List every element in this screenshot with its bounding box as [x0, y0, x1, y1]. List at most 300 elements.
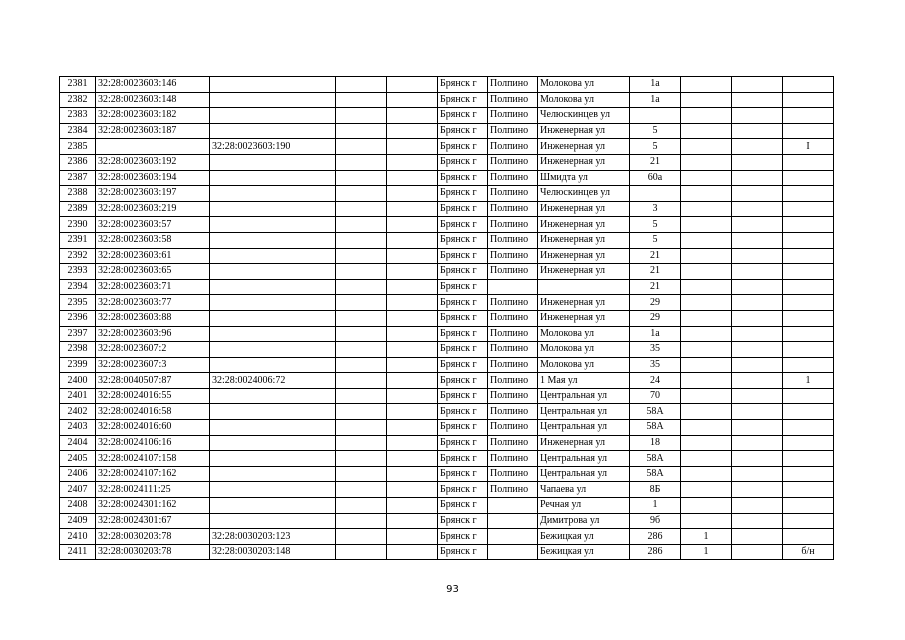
cell-n10	[732, 326, 783, 342]
cell-e4	[336, 326, 387, 342]
cell-cad1: 32:28:0040507:87	[96, 373, 210, 389]
cell-e5	[387, 248, 438, 264]
cell-city: Брянск г	[438, 123, 488, 139]
cell-city: Брянск г	[438, 279, 488, 295]
cell-city: Брянск г	[438, 482, 488, 498]
cell-e5	[387, 201, 438, 217]
cell-cad1: 32:28:0024016:58	[96, 404, 210, 420]
cell-num: 2400	[60, 373, 96, 389]
cell-city: Брянск г	[438, 217, 488, 233]
table-row	[60, 186, 834, 202]
cell-cad2	[210, 264, 336, 280]
cell-e4	[336, 357, 387, 373]
cell-cad1: 32:28:0024111:25	[96, 482, 210, 498]
cell-house	[630, 186, 681, 202]
cell-e5	[387, 264, 438, 280]
cell-num: 2395	[60, 295, 96, 311]
cell-house: 5	[630, 139, 681, 155]
cell-n10	[732, 108, 783, 124]
cell-street	[538, 279, 630, 295]
cell-n10	[732, 154, 783, 170]
cell-e5	[387, 295, 438, 311]
cell-n9: 1	[681, 544, 732, 560]
cell-n11	[783, 404, 834, 420]
cell-locality: Полпино	[488, 482, 538, 498]
cell-n11	[783, 232, 834, 248]
cell-locality: Полпино	[488, 217, 538, 233]
cell-n11	[783, 264, 834, 280]
cell-n11	[783, 498, 834, 514]
cell-house: 58А	[630, 451, 681, 467]
table-row	[60, 92, 834, 108]
cell-city: Брянск г	[438, 77, 488, 93]
cell-num: 2382	[60, 92, 96, 108]
cell-street: 1 Мая ул	[538, 373, 630, 389]
cell-locality: Полпино	[488, 108, 538, 124]
table-row	[60, 154, 834, 170]
cell-city: Брянск г	[438, 544, 488, 560]
cell-n11	[783, 248, 834, 264]
cell-n11	[783, 529, 834, 545]
cell-locality: Полпино	[488, 232, 538, 248]
cell-n11	[783, 295, 834, 311]
cell-cad2	[210, 326, 336, 342]
cell-n11: 1	[783, 373, 834, 389]
cell-n9	[681, 451, 732, 467]
cell-cad1: 32:28:0023603:148	[96, 92, 210, 108]
cell-street: Инженерная ул	[538, 295, 630, 311]
cell-e5	[387, 326, 438, 342]
cell-e4	[336, 108, 387, 124]
cell-n9	[681, 123, 732, 139]
cell-cad1: 32:28:0024106:16	[96, 435, 210, 451]
cell-n10	[732, 482, 783, 498]
cell-n11	[783, 435, 834, 451]
cell-locality: Полпино	[488, 420, 538, 436]
cell-num: 2388	[60, 186, 96, 202]
cell-n9	[681, 342, 732, 358]
cell-city: Брянск г	[438, 357, 488, 373]
cell-house: 35	[630, 357, 681, 373]
table-row	[60, 77, 834, 93]
cell-num: 2397	[60, 326, 96, 342]
registry-table	[59, 76, 834, 560]
cell-city: Брянск г	[438, 154, 488, 170]
cell-n11: б/н	[783, 544, 834, 560]
cell-house: 5	[630, 232, 681, 248]
table-row	[60, 466, 834, 482]
cell-n10	[732, 170, 783, 186]
cell-num: 2390	[60, 217, 96, 233]
cell-n11	[783, 170, 834, 186]
cell-cad1: 32:28:0023603:146	[96, 77, 210, 93]
cell-cad1: 32:28:0023603:77	[96, 295, 210, 311]
cell-n10	[732, 232, 783, 248]
cell-street: Инженерная ул	[538, 139, 630, 155]
cell-cad1: 32:28:0024016:55	[96, 388, 210, 404]
cell-cad1: 32:28:0023603:96	[96, 326, 210, 342]
table-row	[60, 498, 834, 514]
cell-num: 2387	[60, 170, 96, 186]
cell-e5	[387, 404, 438, 420]
cell-n10	[732, 310, 783, 326]
cell-locality	[488, 279, 538, 295]
cell-cad1: 32:28:0023603:88	[96, 310, 210, 326]
cell-city: Брянск г	[438, 295, 488, 311]
cell-cad1: 32:28:0023603:197	[96, 186, 210, 202]
cell-n11: I	[783, 139, 834, 155]
cell-n9	[681, 232, 732, 248]
cell-cad1: 32:28:0023603:57	[96, 217, 210, 233]
cell-num: 2408	[60, 498, 96, 514]
cell-cad1: 32:28:0023603:58	[96, 232, 210, 248]
cell-n10	[732, 248, 783, 264]
cell-cad1: 32:28:0023603:219	[96, 201, 210, 217]
cell-cad2	[210, 77, 336, 93]
cell-n10	[732, 466, 783, 482]
cell-cad2: 32:28:0030203:123	[210, 529, 336, 545]
cell-house: 70	[630, 388, 681, 404]
cell-house: 35	[630, 342, 681, 358]
cell-e4	[336, 186, 387, 202]
cell-cad2: 32:28:0030203:148	[210, 544, 336, 560]
cell-e4	[336, 264, 387, 280]
cell-street: Инженерная ул	[538, 264, 630, 280]
cell-num: 2404	[60, 435, 96, 451]
cell-house: 286	[630, 529, 681, 545]
cell-cad2	[210, 154, 336, 170]
cell-n11	[783, 108, 834, 124]
cell-house: 24	[630, 373, 681, 389]
cell-n9	[681, 498, 732, 514]
table-row	[60, 279, 834, 295]
cell-n11	[783, 466, 834, 482]
cell-num: 2396	[60, 310, 96, 326]
cell-e5	[387, 310, 438, 326]
cell-street: Чапаева ул	[538, 482, 630, 498]
cell-street: Инженерная ул	[538, 123, 630, 139]
cell-n10	[732, 388, 783, 404]
cell-n9	[681, 466, 732, 482]
cell-street: Инженерная ул	[538, 435, 630, 451]
cell-city: Брянск г	[438, 466, 488, 482]
cell-cad2	[210, 420, 336, 436]
cell-e4	[336, 529, 387, 545]
cell-num: 2403	[60, 420, 96, 436]
cell-n10	[732, 201, 783, 217]
cell-num: 2406	[60, 466, 96, 482]
table-row	[60, 420, 834, 436]
cell-e5	[387, 92, 438, 108]
cell-locality: Полпино	[488, 123, 538, 139]
cell-num: 2392	[60, 248, 96, 264]
cell-street: Речная ул	[538, 498, 630, 514]
cell-n10	[732, 544, 783, 560]
cell-locality	[488, 544, 538, 560]
cell-cad2	[210, 295, 336, 311]
cell-e4	[336, 201, 387, 217]
cell-n10	[732, 77, 783, 93]
cell-city: Брянск г	[438, 139, 488, 155]
cell-n10	[732, 217, 783, 233]
table-row	[60, 404, 834, 420]
cell-n11	[783, 357, 834, 373]
cell-city: Брянск г	[438, 529, 488, 545]
cell-n10	[732, 264, 783, 280]
cell-cad2	[210, 388, 336, 404]
cell-cad1	[96, 139, 210, 155]
cell-n9	[681, 482, 732, 498]
cell-e4	[336, 217, 387, 233]
cell-n11	[783, 342, 834, 358]
cell-house: 21	[630, 248, 681, 264]
page-number: 93	[446, 584, 459, 595]
table-body	[60, 77, 834, 560]
cell-n9	[681, 201, 732, 217]
cell-cad2	[210, 108, 336, 124]
table-row	[60, 264, 834, 280]
cell-cad2	[210, 123, 336, 139]
cell-house: 1а	[630, 92, 681, 108]
cell-street: Инженерная ул	[538, 154, 630, 170]
cell-cad2	[210, 92, 336, 108]
cell-house: 21	[630, 154, 681, 170]
cell-cad1: 32:28:0024107:162	[96, 466, 210, 482]
cell-street: Бежицкая ул	[538, 529, 630, 545]
cell-n11	[783, 513, 834, 529]
cell-e4	[336, 139, 387, 155]
cell-e5	[387, 498, 438, 514]
table-row	[60, 388, 834, 404]
cell-e5	[387, 154, 438, 170]
cell-locality: Полпино	[488, 435, 538, 451]
cell-locality	[488, 513, 538, 529]
cell-n9	[681, 513, 732, 529]
table-row	[60, 310, 834, 326]
cell-num: 2384	[60, 123, 96, 139]
cell-num: 2391	[60, 232, 96, 248]
cell-cad2	[210, 451, 336, 467]
cell-locality: Полпино	[488, 186, 538, 202]
cell-e5	[387, 373, 438, 389]
cell-n9	[681, 295, 732, 311]
cell-cad2	[210, 513, 336, 529]
table-row	[60, 248, 834, 264]
cell-locality: Полпино	[488, 154, 538, 170]
table-row	[60, 217, 834, 233]
cell-e4	[336, 420, 387, 436]
table-row	[60, 513, 834, 529]
cell-city: Брянск г	[438, 232, 488, 248]
cell-e5	[387, 435, 438, 451]
cell-num: 2385	[60, 139, 96, 155]
cell-num: 2410	[60, 529, 96, 545]
table-row	[60, 342, 834, 358]
cell-n9	[681, 388, 732, 404]
cell-cad2	[210, 248, 336, 264]
table-row	[60, 529, 834, 545]
cell-city: Брянск г	[438, 435, 488, 451]
cell-n9: 1	[681, 529, 732, 545]
cell-cad1: 32:28:0023603:182	[96, 108, 210, 124]
cell-cad2	[210, 217, 336, 233]
cell-locality: Полпино	[488, 77, 538, 93]
cell-street: Инженерная ул	[538, 201, 630, 217]
cell-house: 29	[630, 310, 681, 326]
table-row	[60, 326, 834, 342]
cell-n9	[681, 435, 732, 451]
cell-num: 2386	[60, 154, 96, 170]
cell-cad1: 32:28:0030203:78	[96, 544, 210, 560]
table-row	[60, 435, 834, 451]
cell-street: Молокова ул	[538, 77, 630, 93]
cell-n10	[732, 404, 783, 420]
cell-city: Брянск г	[438, 342, 488, 358]
cell-cad2	[210, 310, 336, 326]
cell-n11	[783, 420, 834, 436]
cell-cad2	[210, 186, 336, 202]
table-row	[60, 451, 834, 467]
cell-locality: Полпино	[488, 404, 538, 420]
cell-house: 286	[630, 544, 681, 560]
cell-n11	[783, 310, 834, 326]
cell-cad2: 32:28:0023603:190	[210, 139, 336, 155]
cell-locality: Полпино	[488, 326, 538, 342]
cell-city: Брянск г	[438, 170, 488, 186]
cell-n9	[681, 217, 732, 233]
cell-locality	[488, 498, 538, 514]
cell-num: 2383	[60, 108, 96, 124]
table-row	[60, 201, 834, 217]
cell-locality: Полпино	[488, 373, 538, 389]
cell-cad1: 32:28:0023603:187	[96, 123, 210, 139]
cell-e5	[387, 186, 438, 202]
cell-n10	[732, 513, 783, 529]
cell-e4	[336, 92, 387, 108]
cell-locality: Полпино	[488, 451, 538, 467]
cell-n9	[681, 248, 732, 264]
cell-house: 8Б	[630, 482, 681, 498]
cell-city: Брянск г	[438, 248, 488, 264]
cell-n10	[732, 451, 783, 467]
cell-e4	[336, 513, 387, 529]
cell-n11	[783, 482, 834, 498]
cell-e4	[336, 342, 387, 358]
cell-house: 9б	[630, 513, 681, 529]
cell-city: Брянск г	[438, 326, 488, 342]
cell-num: 2399	[60, 357, 96, 373]
cell-city: Брянск г	[438, 92, 488, 108]
cell-n10	[732, 92, 783, 108]
cell-cad2	[210, 466, 336, 482]
cell-city: Брянск г	[438, 451, 488, 467]
cell-n9	[681, 357, 732, 373]
cell-num: 2409	[60, 513, 96, 529]
cell-n10	[732, 279, 783, 295]
cell-house: 18	[630, 435, 681, 451]
cell-city: Брянск г	[438, 404, 488, 420]
cell-locality: Полпино	[488, 388, 538, 404]
cell-cad2	[210, 201, 336, 217]
cell-house: 58А	[630, 466, 681, 482]
cell-city: Брянск г	[438, 264, 488, 280]
cell-cad2	[210, 498, 336, 514]
cell-street: Инженерная ул	[538, 217, 630, 233]
table-row	[60, 123, 834, 139]
cell-cad2	[210, 170, 336, 186]
cell-cad2	[210, 357, 336, 373]
cell-street: Молокова ул	[538, 92, 630, 108]
cell-city: Брянск г	[438, 513, 488, 529]
cell-e4	[336, 232, 387, 248]
cell-street: Центральная ул	[538, 466, 630, 482]
cell-n11	[783, 77, 834, 93]
cell-e5	[387, 420, 438, 436]
cell-n9	[681, 264, 732, 280]
cell-n10	[732, 342, 783, 358]
cell-e5	[387, 529, 438, 545]
cell-n11	[783, 123, 834, 139]
cell-street: Центральная ул	[538, 388, 630, 404]
cell-n9	[681, 279, 732, 295]
cell-n11	[783, 217, 834, 233]
cell-city: Брянск г	[438, 186, 488, 202]
cell-n11	[783, 388, 834, 404]
cell-n11	[783, 186, 834, 202]
cell-cad2	[210, 482, 336, 498]
cell-cad2	[210, 232, 336, 248]
cell-house: 21	[630, 279, 681, 295]
cell-e5	[387, 77, 438, 93]
cell-street: Димитрова ул	[538, 513, 630, 529]
cell-e4	[336, 123, 387, 139]
cell-num: 2389	[60, 201, 96, 217]
cell-e4	[336, 404, 387, 420]
cell-street: Шмидта ул	[538, 170, 630, 186]
cell-num: 2405	[60, 451, 96, 467]
cell-cad1: 32:28:0023603:61	[96, 248, 210, 264]
cell-locality: Полпино	[488, 139, 538, 155]
table-row	[60, 373, 834, 389]
cell-street: Центральная ул	[538, 420, 630, 436]
cell-house: 1	[630, 498, 681, 514]
cell-street: Молокова ул	[538, 357, 630, 373]
cell-num: 2394	[60, 279, 96, 295]
cell-e5	[387, 217, 438, 233]
cell-locality: Полпино	[488, 342, 538, 358]
cell-e4	[336, 435, 387, 451]
cell-n9	[681, 92, 732, 108]
cell-num: 2381	[60, 77, 96, 93]
cell-city: Брянск г	[438, 201, 488, 217]
table-row	[60, 139, 834, 155]
cell-e5	[387, 232, 438, 248]
cell-n9	[681, 108, 732, 124]
cell-n9	[681, 139, 732, 155]
cell-cad2: 32:28:0024006:72	[210, 373, 336, 389]
cell-locality	[488, 529, 538, 545]
cell-cad2	[210, 342, 336, 358]
cell-e5	[387, 279, 438, 295]
cell-e5	[387, 357, 438, 373]
cell-e5	[387, 482, 438, 498]
cell-e4	[336, 77, 387, 93]
cell-n10	[732, 357, 783, 373]
cell-num: 2411	[60, 544, 96, 560]
cell-cad2	[210, 404, 336, 420]
table-row	[60, 295, 834, 311]
cell-e4	[336, 451, 387, 467]
